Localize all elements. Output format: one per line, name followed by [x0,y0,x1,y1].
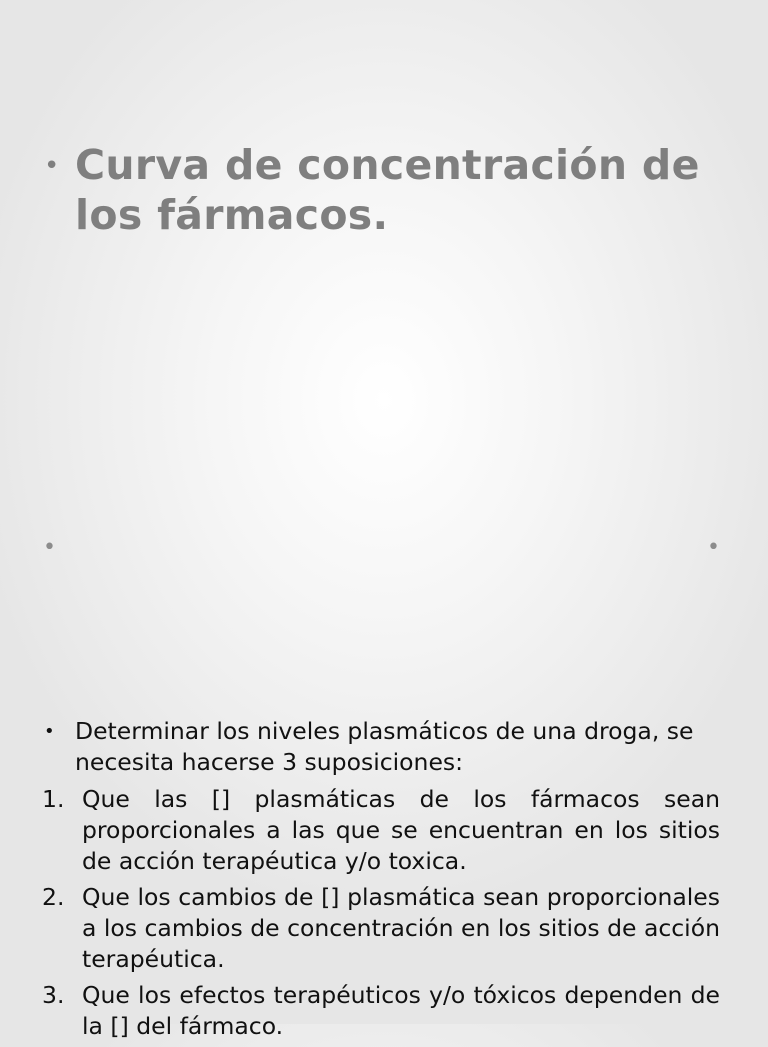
list-item [44,784,720,877]
intro-paragraph [44,716,720,778]
title-block [44,140,724,240]
list-item-number: 1. [42,785,65,813]
list-item-text: Que los efectos terapéuticos y/o tóxicos dependen de la [] del fármaco. [82,981,720,1040]
intro-bullet: • [44,721,55,742]
list-item [44,882,720,975]
empty-bullet-right: • [707,535,720,560]
list-item [44,980,720,1042]
title-bullet: • [44,151,60,181]
body-content [44,716,720,1047]
slide-title: Curva de concentración de los fármacos. [75,141,700,239]
list-item-number: 3. [42,981,65,1009]
list-item-text: Que las [] plasmáticas de los fármacos sean proporcionales a las que se encuentran en los sitios de acción terapéutica y/o toxica. [82,785,720,875]
list-item-number: 2. [42,883,65,911]
intro-text: Determinar los niveles plasmáticos de una droga, se necesita hacerse 3 suposiciones: [75,717,694,776]
list-item-text: Que los cambios de [] plasmática sean proporcionales a los cambios de concentración en los sitios de acción terapéutica. [82,883,720,973]
empty-bullet-left: • [43,535,56,560]
